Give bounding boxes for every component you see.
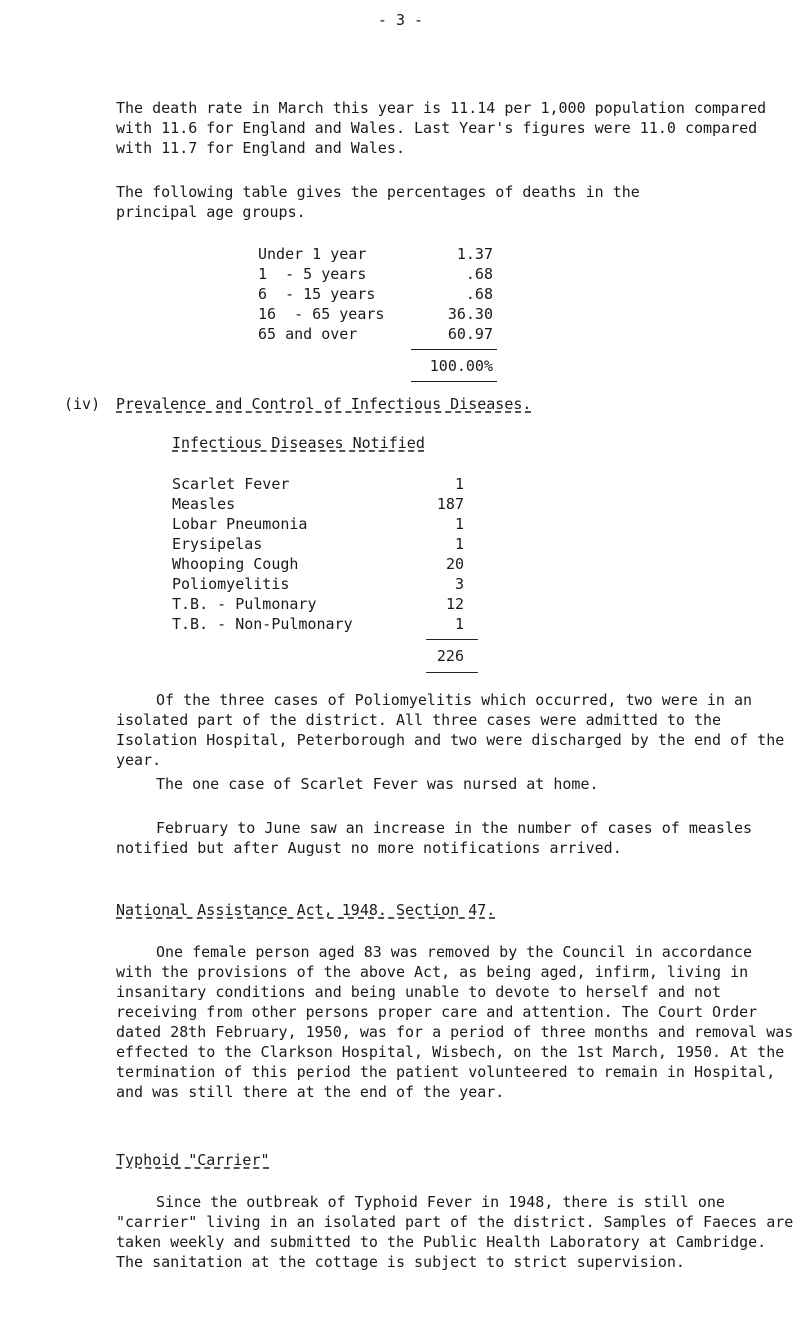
age-label: 6 - 15 years [258,285,376,303]
age-value: .68 [465,265,493,283]
disease-label: Poliomyelitis [172,575,290,593]
notified-subheading: Infectious Diseases Notified [172,434,425,452]
disease-count: 3 [454,575,464,593]
disease-total: 226 [436,647,464,665]
disease-label: Scarlet Fever [172,475,290,493]
disease-label: Lobar Pneumonia [172,515,308,533]
disease-count: 20 [445,555,464,573]
disease-label: T.B. - Non-Pulmonary [172,615,353,633]
typhoid-heading: Typhoid "Carrier" [116,1151,270,1169]
age-label: 16 - 65 years [258,305,385,323]
typhoid-paragraph: Since the outbreak of Typhoid Fever in 1948, there is still one "carrier" living in an isolated part of the district. Samples of Faeces are taken weekly and submitted to the Public Health Laboratory at Cambridge. The sanitation at the cottage is subject to strict supervision. [116,1193,794,1271]
age-total: 100.00% [429,357,493,375]
measles-paragraph: February to June saw an increase in the number of cases of measles notified but after August no more notifications arrived. [116,819,753,857]
age-label: 65 and over [258,325,358,343]
age-total-rule-bottom [411,381,497,382]
age-value: .68 [465,285,493,303]
age-value: 1.37 [456,245,493,263]
disease-count: 1 [454,515,464,533]
age-label: Under 1 year [258,245,367,263]
age-label: 1 - 5 years [258,265,367,283]
disease-label: Erysipelas [172,535,263,553]
age-value: 36.30 [447,305,493,323]
page-number: - 3 - [377,11,424,29]
disease-total-rule-top [426,639,478,640]
disease-count: 1 [454,615,464,633]
age-total-rule-top [411,349,497,350]
age-value: 60.97 [447,325,493,343]
scarlet-fever-paragraph: The one case of Scarlet Fever was nursed at home. [156,775,599,793]
death-rate-paragraph: The death rate in March this year is 11.14 per 1,000 population compared with 11.6 for England and Wales. Last Year's figures were 11.0 compared with 11.7 for England and Wales. [116,99,767,157]
disease-label: Whooping Cough [172,555,299,573]
disease-count: 1 [454,475,464,493]
section-heading: Prevalence and Control of Infectious Diseases. [116,395,532,413]
disease-label: T.B. - Pulmonary [172,595,317,613]
disease-label: Measles [172,495,236,513]
disease-count: 187 [436,495,464,513]
age-groups-intro: The following table gives the percentages of deaths in the principal age groups. [116,183,640,221]
section-number: (iv) [64,395,101,413]
national-assistance-heading: National Assistance Act, 1948. Section 47. [116,901,496,919]
disease-count: 1 [454,535,464,553]
disease-total-rule-bottom [426,672,478,673]
polio-paragraph: Of the three cases of Poliomyelitis which occurred, two were in an isolated part of the district. All three cases were admitted to the Isolation Hospital, Peterborough and two were discharged by the end of the year. [116,691,785,769]
national-assistance-paragraph: One female person aged 83 was removed by the Council in accordance with the provisions of the above Act, as being aged, infirm, living in insanitary conditions and being unable to devote to herself and not receiving from other persons proper care and attention. The Court Order dated 28th February, 1950, was for a period of three months and removal was effected to the Clarkson Hospital, Wisbech, on the 1st March, 1950. At the termination of this period the patient volunteered to remain in Hospital, and was still there at the end of the year. [116,943,794,1101]
disease-count: 12 [445,595,464,613]
